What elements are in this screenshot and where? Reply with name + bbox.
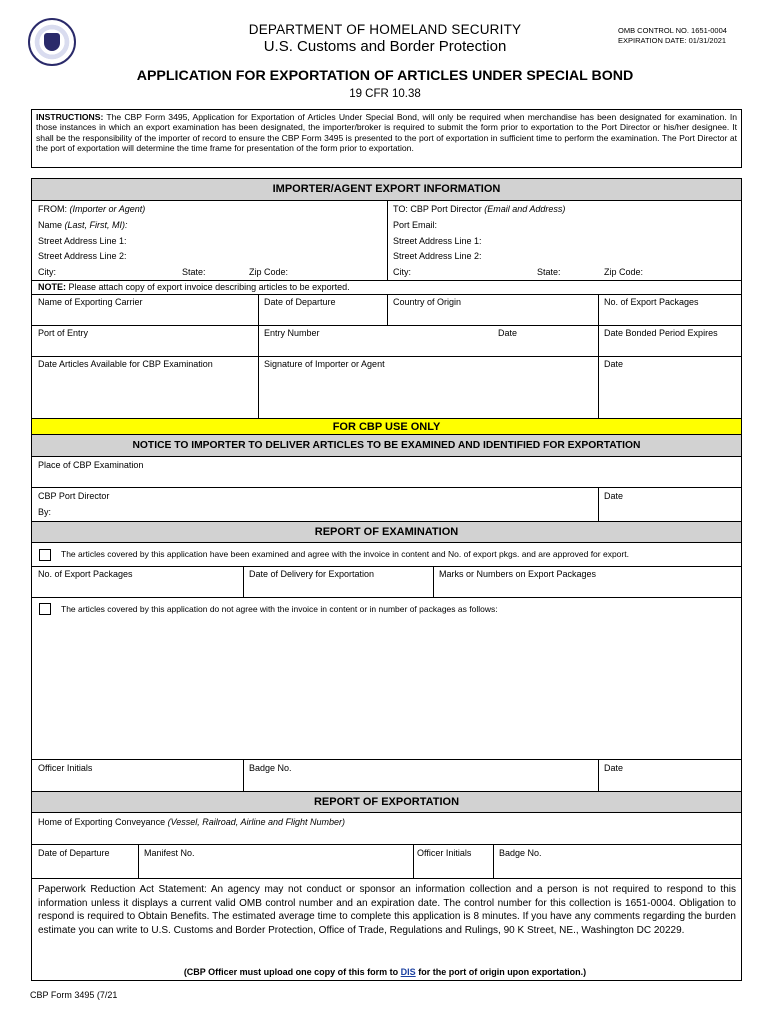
- upload-instruction: (CBP Officer must upload one copy of this form to DIS for the port of origin upon exportation.): [183, 967, 587, 977]
- to-city-field[interactable]: City:: [393, 267, 411, 277]
- export-departure-date-field[interactable]: Date of Departure: [38, 848, 110, 858]
- exporting-conveyance-field[interactable]: Home of Exporting Conveyance (Vessel, Railroad, Airline and Flight Number): [38, 817, 345, 827]
- to-street-address-1-field[interactable]: Street Address Line 1:: [393, 236, 482, 246]
- port-of-entry-field[interactable]: Port of Entry: [38, 328, 89, 338]
- dhs-seal-icon: [28, 18, 76, 66]
- entry-date-field[interactable]: Date: [498, 328, 518, 338]
- instructions-text: The CBP Form 3495, Application for Exportation of Articles Under Special Bond, will only be required when merchandise has been designated for examination. In those instances in which an export examination has been designated, the importer/broker is required to submit the form prior to exportation to the Port Director or his/her designee. It shall be the responsibility of the importer of record to ensure the CBP Form 3495 is presented to the port of exportation in sufficient time to perform the examination. The Port Director at the port of exportation will determine the time frame for presentation of the form prior to exportation.: [36, 112, 737, 153]
- form-number: CBP Form 3495 (7/21: [30, 990, 118, 1000]
- to-state-field[interactable]: State:: [537, 267, 561, 277]
- signature-date-field[interactable]: Date: [604, 359, 624, 369]
- paperwork-reduction-statement: Paperwork Reduction Act Statement: An agency may not conduct or sponsor an information collection and a person is not required to respond to this information unless it displays a current valid OMB control number and an expiration date. The control number for this collection is 1651-0004. Obligation to respond is required to Obtain Benefits. The estimated average time to complete this application is 8 minutes. If you have any comments regarding the burden estimate you can write to U.S. Customs and Border Protection, Office of Trade, Regulations and Rulings, 90 K Street, NE., Washington DC 20229.: [38, 884, 736, 936]
- agree-statement: The articles covered by this application have been examined and agree with the invoice in content and No. of export pkgs. and are approved for export.: [61, 549, 629, 559]
- street-address-2-field[interactable]: Street Address Line 2:: [38, 251, 127, 261]
- cbp-port-director-label: CBP Port Director: [38, 491, 110, 501]
- street-address-1-field[interactable]: Street Address Line 1:: [38, 236, 127, 246]
- instructions-label: INSTRUCTIONS:: [36, 112, 104, 122]
- instructions-box: [31, 109, 742, 168]
- omb-control-number: OMB CONTROL NO. 1651-0004: [618, 26, 727, 35]
- export-packages-field[interactable]: No. of Export Packages: [604, 297, 699, 307]
- port-email-field[interactable]: Port Email:: [393, 220, 438, 230]
- manifest-number-field[interactable]: Manifest No.: [144, 848, 195, 858]
- country-of-origin-field[interactable]: Country of Origin: [393, 297, 462, 307]
- disagree-checkbox[interactable]: [39, 603, 51, 615]
- marks-numbers-field[interactable]: Marks or Numbers on Export Packages: [439, 569, 597, 579]
- exam-officer-initials-field[interactable]: Officer Initials: [38, 763, 93, 773]
- exam-packages-field[interactable]: No. of Export Packages: [38, 569, 133, 579]
- report-of-examination-heading: REPORT OF EXAMINATION: [32, 521, 741, 543]
- expiration-date: EXPIRATION DATE: 01/31/2021: [618, 36, 727, 45]
- agree-checkbox[interactable]: [39, 549, 51, 561]
- city-field[interactable]: City:: [38, 267, 56, 277]
- delivery-date-field[interactable]: Date of Delivery for Exportation: [249, 569, 375, 579]
- date-of-departure-field[interactable]: Date of Departure: [264, 297, 336, 307]
- dis-link[interactable]: DIS: [400, 967, 416, 977]
- cbp-use-only-heading: FOR CBP USE ONLY: [32, 418, 741, 435]
- export-badge-number-field[interactable]: Badge No.: [499, 848, 542, 858]
- export-officer-initials-field[interactable]: Officer Initials: [417, 848, 472, 858]
- disagree-statement: The articles covered by this application do not agree with the invoice in content or in number of packages as follows:: [61, 604, 498, 614]
- department-name: DEPARTMENT OF HOMELAND SECURITY: [248, 22, 522, 37]
- director-date-field[interactable]: Date: [604, 491, 624, 501]
- signature-field[interactable]: Signature of Importer or Agent: [264, 359, 385, 369]
- note: NOTE: Please attach copy of export invoice describing articles to be exported.: [38, 282, 350, 292]
- notice-heading: NOTICE TO IMPORTER TO DELIVER ARTICLES TO BE EXAMINED AND IDENTIFIED FOR EXPORTATION: [32, 435, 741, 457]
- bonded-period-expires-field[interactable]: Date Bonded Period Expires: [604, 328, 718, 338]
- by-field[interactable]: By:: [38, 507, 52, 517]
- exam-badge-number-field[interactable]: Badge No.: [249, 763, 292, 773]
- omb-info: [618, 26, 727, 46]
- place-of-examination-field[interactable]: Place of CBP Examination: [38, 460, 144, 470]
- zip-code-field[interactable]: Zip Code:: [249, 267, 289, 277]
- to-port-director-label: TO: CBP Port Director (Email and Address): [393, 204, 566, 214]
- exporting-carrier-field[interactable]: Name of Exporting Carrier: [38, 297, 143, 307]
- name-field[interactable]: Name (Last, First, MI):: [38, 220, 128, 230]
- entry-number-field[interactable]: Entry Number: [264, 328, 320, 338]
- state-field[interactable]: State:: [182, 267, 206, 277]
- form-title: APPLICATION FOR EXPORTATION OF ARTICLES UNDER SPECIAL BOND: [136, 68, 634, 84]
- to-street-address-2-field[interactable]: Street Address Line 2:: [393, 251, 482, 261]
- date-available-field[interactable]: Date Articles Available for CBP Examination: [38, 359, 213, 369]
- report-of-exportation-heading: REPORT OF EXPORTATION: [32, 791, 741, 813]
- from-label: FROM: (Importer or Agent): [38, 204, 146, 214]
- to-zip-code-field[interactable]: Zip Code:: [604, 267, 644, 277]
- cfr-reference: 19 CFR 10.38: [349, 88, 421, 100]
- form-body: [31, 178, 742, 981]
- exam-date-field[interactable]: Date: [604, 763, 624, 773]
- agency-name: U.S. Customs and Border Protection: [263, 38, 507, 55]
- importer-section-heading: IMPORTER/AGENT EXPORT INFORMATION: [32, 179, 741, 201]
